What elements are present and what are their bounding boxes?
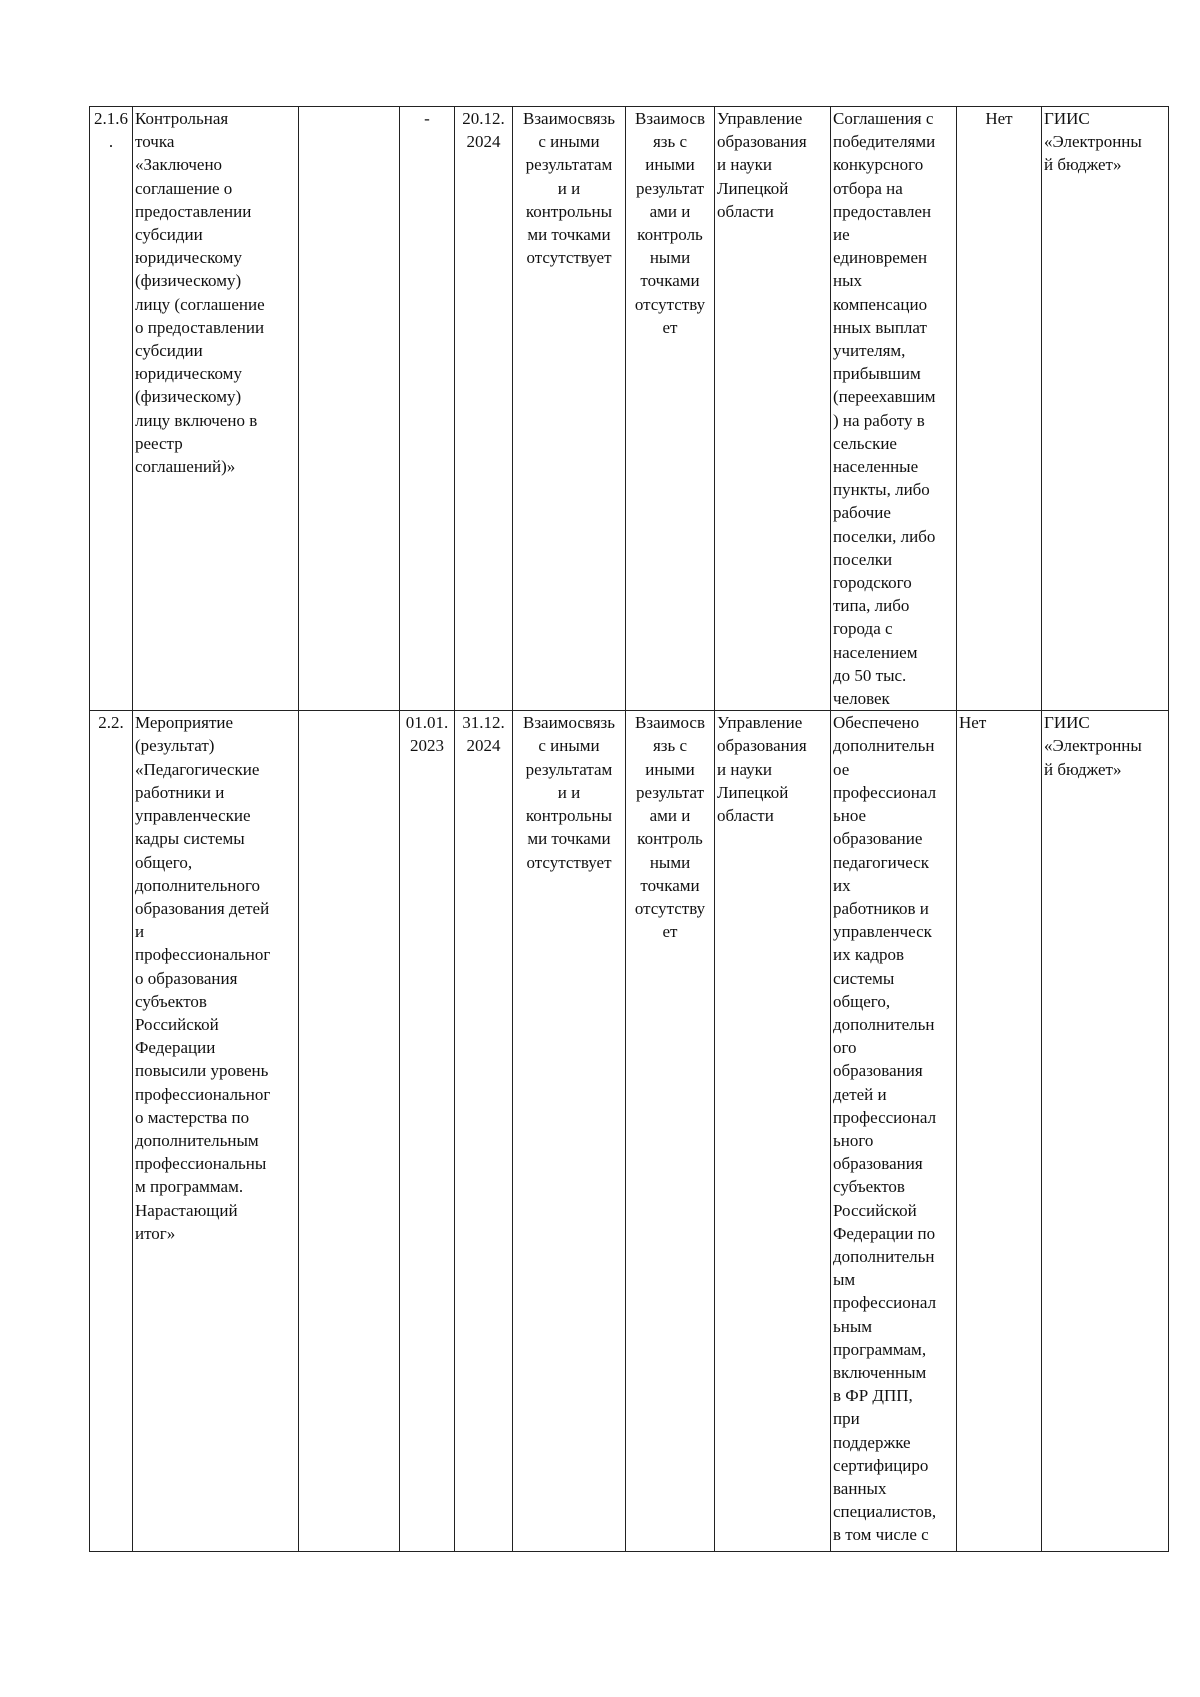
responsible-body: Управление образования и науки Липецкой области: [715, 107, 831, 711]
link-with-checkpoints: Взаимосв язь с иными результат ами и контроль ными точками отсутству ет: [626, 107, 715, 711]
result-description: Соглашения с победителями конкурсного отбора на предоставлен ие единовремен ных компенсацио нных выплат учителям, прибывшим (переехавшим ) на работу в сельские населенные пункты, либо рабочие поселки, либо поселки городского типа, либо города с населением до 50 тыс. человек: [831, 107, 957, 711]
end-date: 31.12. 2024: [455, 711, 513, 1552]
empty-cell: [299, 107, 400, 711]
row-number: 2.1.6 .: [90, 107, 133, 711]
flag-value: Нет: [957, 107, 1042, 711]
measure-name: Контрольная точка «Заключено соглашение о предоставлении субсидии юридическому (физическому) лицу (соглашение о предоставлении субсидии юридическому (физическому) лицу включено в реестр соглашений)»: [133, 107, 299, 711]
start-date: 01.01. 2023: [400, 711, 455, 1552]
measure-name: Мероприятие (результат) «Педагогические работники и управленческие кадры системы общего, дополнительного образования детей и профессиональног о образования субъектов Российской Федерации повысили уровень профессиональног о мастерства по дополнительным профессиональны м программам. Нарастающий итог»: [133, 711, 299, 1552]
link-with-checkpoints: Взаимосв язь с иными результат ами и контроль ными точками отсутству ет: [626, 711, 715, 1552]
measures-table: [89, 106, 1169, 1552]
table-row: [90, 107, 1169, 711]
information-system: ГИИС «Электронны й бюджет»: [1042, 107, 1169, 711]
responsible-body: Управление образования и науки Липецкой области: [715, 711, 831, 1552]
link-with-results: Взаимосвязь с иными результатам и и контрольны ми точками отсутствует: [513, 107, 626, 711]
information-system: ГИИС «Электронны й бюджет»: [1042, 711, 1169, 1552]
link-with-results: Взаимосвязь с иными результатам и и контрольны ми точками отсутствует: [513, 711, 626, 1552]
flag-value: Нет: [957, 711, 1042, 1552]
table-row: [90, 711, 1169, 1552]
end-date: 20.12. 2024: [455, 107, 513, 711]
row-number: 2.2.: [90, 711, 133, 1552]
start-date: -: [400, 107, 455, 711]
result-description: Обеспечено дополнительн ое профессионал ьное образование педагогическ их работников и управленческ их кадров системы общего, дополнительн ого образования детей и профессионал ьного образования субъектов Российской Федерации по дополнительн ым профессионал ьным программам, включенным в ФР ДПП, при поддержке сертифициро ванных специалистов, в том числе с: [831, 711, 957, 1552]
empty-cell: [299, 711, 400, 1552]
